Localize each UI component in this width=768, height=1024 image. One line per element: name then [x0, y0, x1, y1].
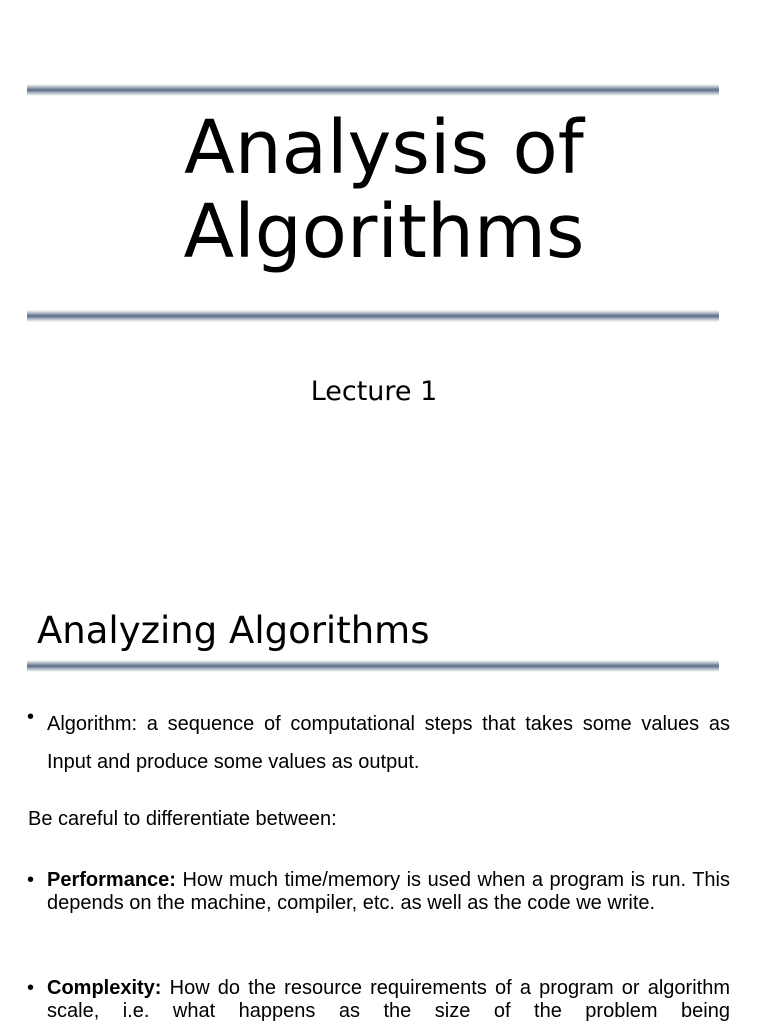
performance-item — [47, 869, 730, 915]
section-heading-rule — [27, 660, 719, 672]
differentiate-intro: Be careful to differentiate between: — [28, 808, 337, 830]
slide-title-line-2: Algorithms — [183, 189, 585, 275]
complexity-description: How do the resource requirements of a program or algorithm scale, i.e. what happens as the size of the problem being — [47, 977, 730, 1022]
bullet-algorithm — [27, 705, 730, 781]
bullet-complexity — [27, 977, 730, 1023]
bullet-performance — [27, 869, 730, 915]
section-heading: Analyzing Algorithms — [37, 609, 430, 652]
complexity-item — [47, 977, 730, 1023]
title-bottom-rule — [27, 310, 719, 322]
performance-description: How much time/memory is used when a program is run. This depends on the machine, compiler, etc. as well as the code we write. — [47, 869, 730, 914]
bullet-dot: • — [27, 869, 35, 891]
lecture-subtitle: Lecture 1 — [310, 376, 438, 407]
complexity-term: Complexity: — [47, 977, 162, 999]
slide-title — [0, 106, 768, 274]
algorithm-definition: Algorithm: a sequence of computational steps that takes some values as Input and produce some values as output. — [47, 713, 730, 773]
bullet-dot: • — [27, 977, 35, 999]
slide-title-line-1: Analysis of — [184, 105, 584, 191]
bullet-dot: • — [27, 706, 35, 728]
title-top-rule — [27, 84, 719, 96]
performance-term: Performance: — [47, 869, 176, 891]
